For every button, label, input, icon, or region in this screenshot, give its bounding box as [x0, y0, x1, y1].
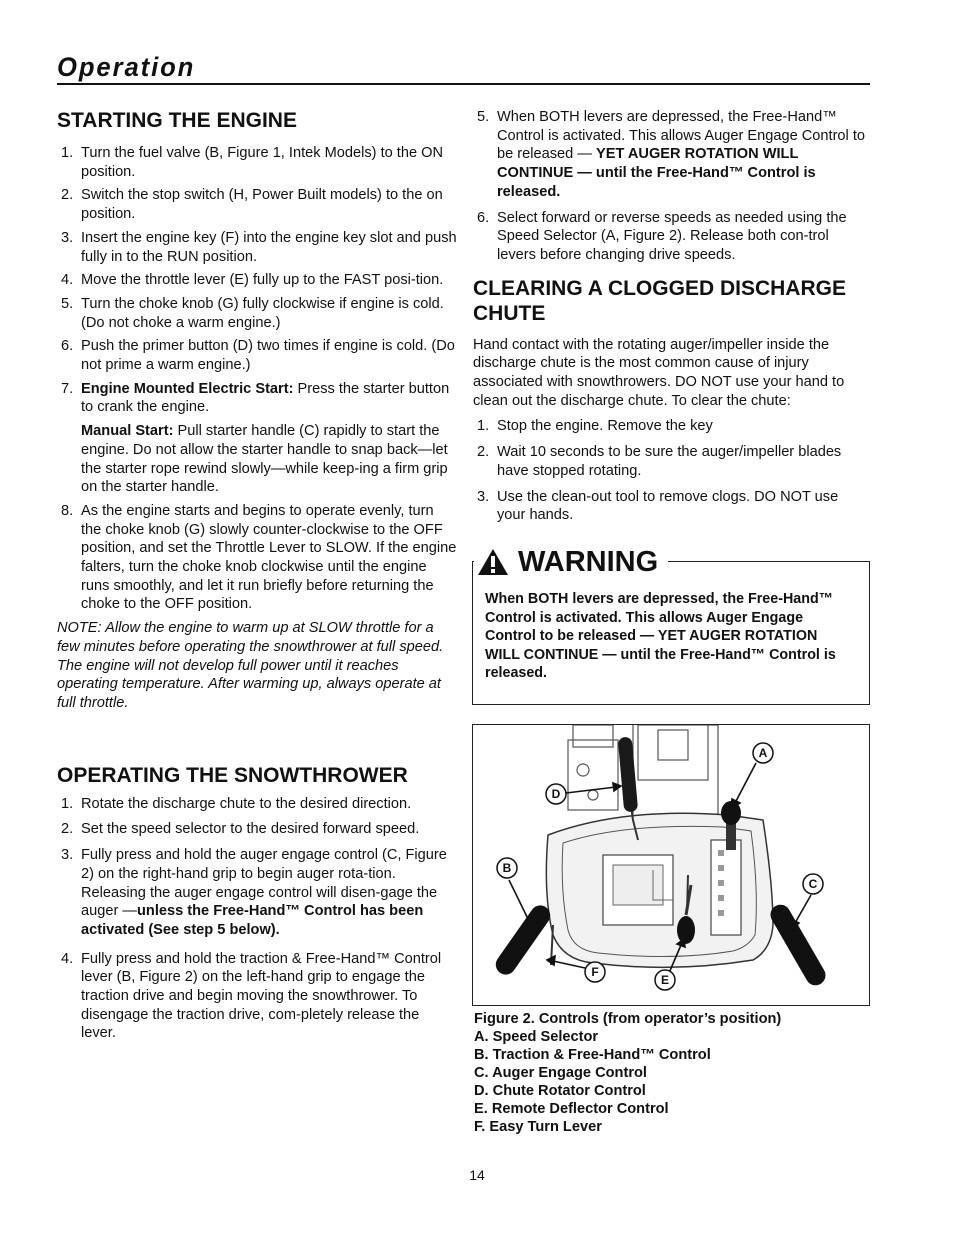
page-number: 14: [469, 1167, 485, 1183]
label-f: F: [591, 965, 599, 979]
list-item: 4. Move the throttle lever (E) fully up to the FAST posi-tion.: [61, 272, 444, 289]
clearing-heading: CLEARING A CLOGGED DISCHARGE CHUTE: [473, 276, 846, 325]
caption-title: Figure 2. Controls (from operator’s position): [474, 1011, 782, 1027]
warning-triangle-icon: [476, 547, 510, 577]
list-item: 2. Switch the stop switch (H, Power Built models) to the on position.: [61, 187, 443, 223]
label-c: C: [808, 877, 818, 891]
warning-heading: [474, 544, 668, 580]
header-rule: [57, 83, 870, 85]
warning-text: When BOTH levers are depressed, the Free-Hand™ Control is activated. This allows Auger Engage Control to be released — YET AUGER ROTATION WILL CONTINUE — until the Free-Hand™ Control is released.: [485, 591, 836, 682]
list-item: 2. Set the speed selector to the desired forward speed.: [61, 821, 420, 838]
list-item: 8. As the engine starts and begins to operate evenly, turn the choke knob (G) slowly counter-clockwise to the OFF position, and set the Throttle Lever to SLOW. If the engine falters, turn the choke knob clockwise until the engine runs smoothly, and let it run briefly before returning the choke to the OFF position.: [61, 502, 457, 613]
list-item: 3. Use the clean-out tool to remove clogs. DO NOT use your hands.: [477, 488, 839, 524]
legend-item: A. Speed Selector: [474, 1029, 599, 1045]
list-item: 6. Select forward or reverse speeds as needed using the Speed Selector (A, Figure 2). Release both con-trol levers before changing drive speeds.: [477, 209, 847, 263]
legend-item: F. Easy Turn Lever: [474, 1119, 602, 1135]
operating-heading: OPERATING THE SNOWTHROWER: [57, 763, 408, 787]
list-item: 2. Wait 10 seconds to be sure the auger/impeller blades have stopped rotating.: [477, 444, 842, 479]
list-item: 6. Push the primer button (D) two times if engine is cold. (Do not prime a warm engine.): [61, 338, 455, 374]
operating-steps: [57, 795, 457, 1043]
label-d: D: [551, 787, 561, 801]
figure-caption: [474, 1010, 870, 1136]
legend-item: C. Auger Engage Control: [474, 1065, 647, 1081]
list-item: 4. Fully press and hold the traction & Free-Hand™ Control lever (B, Figure 2) on the left-hand grip to engage the traction drive and begin moving the snowthrower. To disengage the traction drive, com-pletely release the lever.: [61, 950, 442, 1042]
legend-item: E. Remote Deflector Control: [474, 1101, 669, 1117]
clearing-steps: [473, 417, 870, 525]
label-b: B: [502, 861, 512, 875]
list-item: 3. Insert the engine key (F) into the engine key slot and push fully in to the RUN position.: [61, 229, 457, 265]
label-e: E: [660, 973, 670, 987]
page-title: Operation: [57, 52, 196, 82]
list-item: 5. Turn the choke knob (G) fully clockwise if engine is cold. (Do not choke a warm engine.): [61, 295, 444, 331]
list-item: 1. Stop the engine. Remove the key: [477, 418, 713, 435]
starting-heading: STARTING THE ENGINE: [57, 109, 297, 132]
clearing-intro: Hand contact with the rotating auger/impeller inside the discharge chute is the most common cause of injury associated with snowthrowers. DO NOT use your hand to clean out the discharge chute. To clear the chute:: [473, 336, 845, 409]
controls-figure: [472, 724, 870, 1006]
legend-item: D. Chute Rotator Control: [474, 1083, 646, 1099]
list-item: 1. Turn the fuel valve (B, Figure 1, Intek Models) to the ON position.: [61, 145, 444, 180]
operating-steps-continued: [473, 108, 870, 265]
warmup-note: NOTE: Allow the engine to warm up at SLOW throttle for a few minutes before operating the snowthrower at full speed. The engine will not develop full power until it reaches operating temperature. After warming up, always operate at full throttle.: [57, 620, 444, 711]
list-item: 5. When BOTH levers are depressed, the Free-Hand™ Control is activated. This allows Auger Engage Control to be released — YET AUGER ROTATION WILL CONTINUE — until the Free-Hand™ Control is released.: [477, 109, 866, 200]
starting-steps: [57, 144, 457, 614]
label-a: A: [758, 746, 768, 760]
legend-item: B. Traction & Free-Hand™ Control: [474, 1047, 711, 1063]
list-item: 7. Engine Mounted Electric Start: Press the starter button to crank the engine. Manual Start: Pull starter handle (C) rapidly to start the engine. Do not allow the starter handle to snap back—let the starter rope rewind slowly—while keep-ing a firm grip on the starter handle.: [61, 380, 450, 496]
left-column: [57, 108, 457, 1043]
warning-title: WARNING: [518, 546, 659, 578]
list-item: 3. Fully press and hold the auger engage control (C, Figure 2) on the right-hand grip to begin auger rota-tion. Releasing the auger engage control will disen-gage the auger —unless the Free-Hand™ Control has been activated (See step 5 below).: [61, 847, 447, 938]
controls-illustration: [473, 725, 869, 1005]
list-item: 1. Rotate the discharge chute to the desired direction.: [61, 795, 412, 812]
right-column: [473, 108, 870, 525]
